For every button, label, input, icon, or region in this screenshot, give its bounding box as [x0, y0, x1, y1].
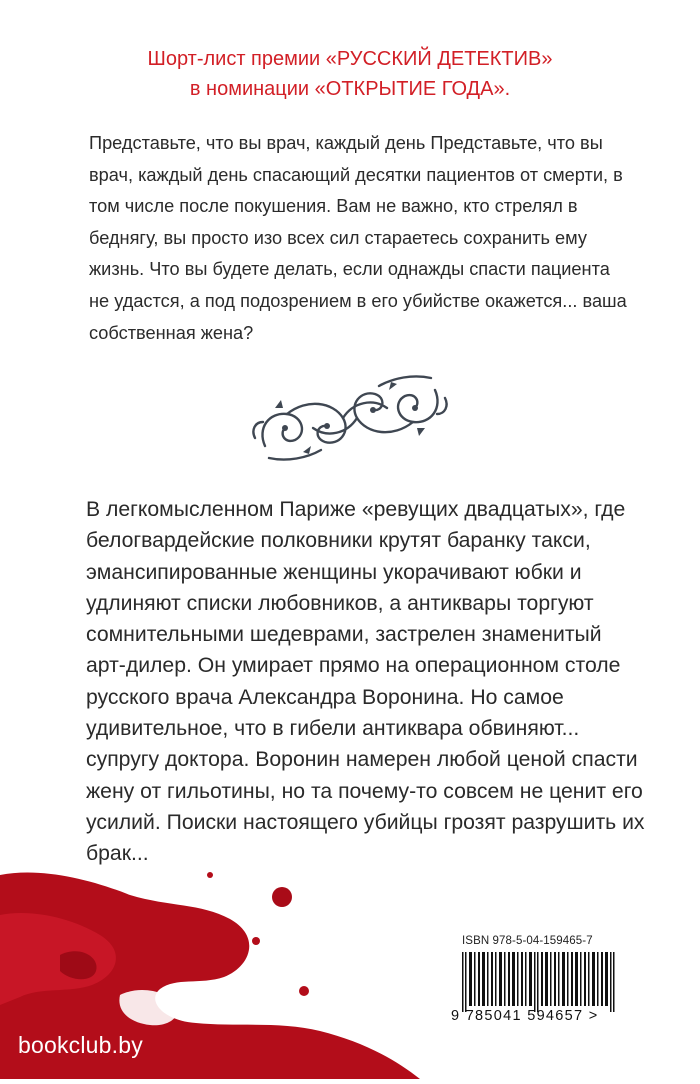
- intro-blurb: [89, 128, 629, 349]
- synopsis-blurb: [86, 494, 646, 870]
- intro-text: Представьте, что вы врач, каждый день Представьте, что вы врач, каждый день спасающий десятки пациентов от смерти, в том числе после покушения. Вам не важно, кто стрелял в беднягу, вы просто изо всех сил стараетесь сохранить ему жизнь. Что вы будете делать, если однажды спасти пациента не удастся, а под подозрением в его убийстве окажется... ваша собственная жена?: [89, 133, 627, 343]
- isbn-label: ISBN 978-5-04-159465-7: [462, 935, 593, 947]
- award-line-1: Шорт-лист премии «РУССКИЙ ДЕТЕКТИВ»: [147, 48, 553, 70]
- synopsis-text: В легкомысленном Париже «ревущих двадцатых», где белогвардейские полковники крутят баранку такси, эмансипированные женщины укорачивают юбки и удлиняют списки любовников, а антиквары торгуют сомнительными шедеврами, застрелен знаменитый арт-дилер. Он умирает прямо на операционном столе русского врача Александра Воронина. Но самое удивительное, что в гибели антиквара обвиняют... супругу доктора. Воронин намерен любой ценой спасти жену от гильотины, но та почему-то совсем не ценит его усилий. Поиски настоящего убийцы грозят разрушить их брак...: [86, 498, 645, 866]
- barcode-icon: [460, 952, 620, 1012]
- site-url: bookclub.by: [18, 1032, 143, 1058]
- award-line-2: в номинации «ОТКРЫТИЕ ГОДА».: [189, 78, 511, 100]
- award-heading: [0, 44, 700, 104]
- barcode-digits: 9 785041 594657 >: [451, 1008, 599, 1024]
- baroque-scroll-icon: [247, 368, 453, 468]
